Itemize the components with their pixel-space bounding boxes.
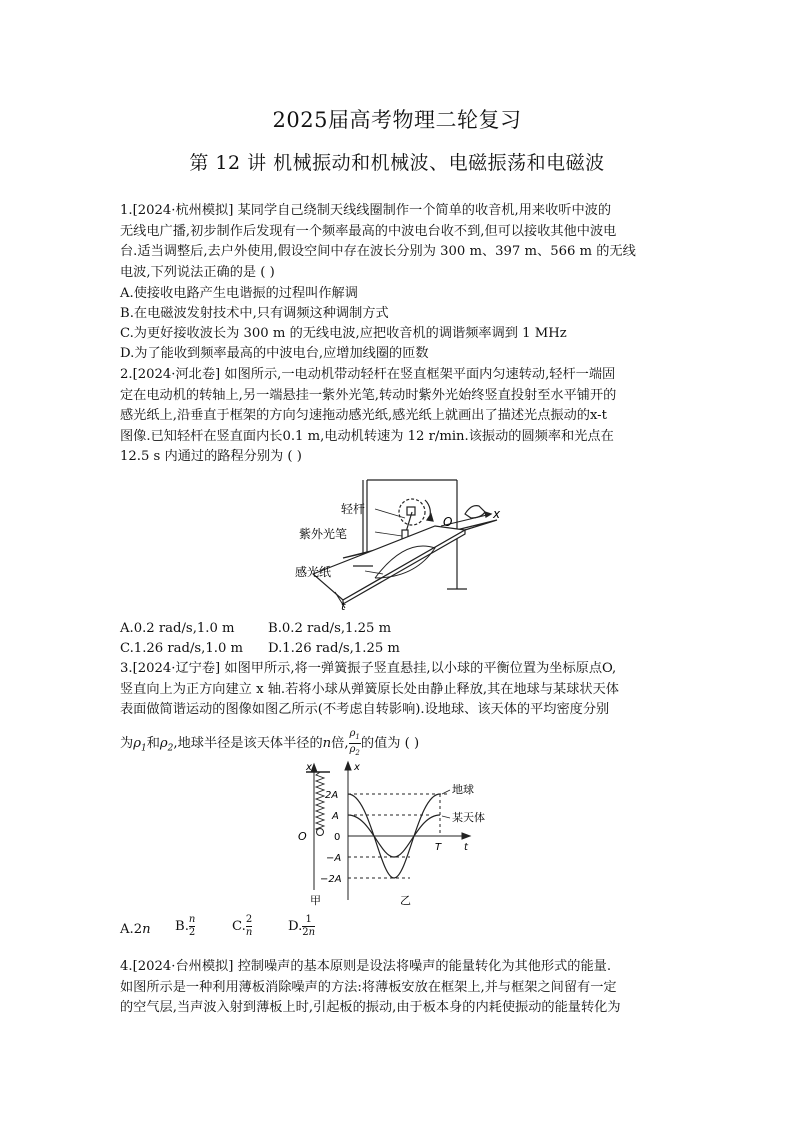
q4-line: 如图所示是一种利用薄板消除噪声的方法:将薄板安放在框架上,并与框架之间留有一定	[120, 979, 617, 995]
fig-yi-x-label: x	[354, 762, 360, 773]
q2-line: 图像.已知轻杆在竖直面内长0.1 m,电动机转速为 12 r/min.该振动的圆频率和光点在	[120, 428, 614, 444]
q1-line: 无线电广播,初步制作后发现有一个频率最高的中波电台收不到,但可以接收其他中波电	[120, 223, 617, 239]
q2-option-b: B.0.2 rad/s,1.25 m	[268, 621, 392, 636]
tick-neg-a: −A	[326, 853, 342, 864]
q1-line: 台.适当调整后,去户外使用,假设空间中存在波长分别为 300 m、397 m、566 m 的无线	[120, 244, 636, 259]
q3-line-4: 为$\rho_1$和$\rho_2$,地球半径是该天体半径的n倍, $\frac{\rho_1}{\rho_2}$ 的值为 ( )	[120, 728, 420, 757]
label-t-axis: t	[341, 600, 346, 613]
fig-jia-label: 甲	[310, 894, 321, 907]
tick-neg-2a: −2A	[320, 874, 342, 885]
tick-0: 0	[334, 832, 341, 843]
q2-option-a: A.0.2 rad/s,1.0 m	[120, 621, 235, 636]
document-title: 2025届高考物理二轮复习	[272, 108, 522, 132]
label-rod: 轻杆	[341, 502, 366, 516]
q3-option-d: D. $\frac{1}{2n}$	[288, 914, 316, 938]
tick-2a: 2A	[325, 790, 339, 801]
q4-line: 4.[2024·台州模拟] 控制噪声的基本原则是设法将噪声的能量转化为其他形式的能量.	[120, 959, 612, 974]
tick-t-period: T	[435, 842, 442, 853]
legend-earth: 地球	[452, 783, 474, 796]
rho-1: $\rho_1$	[133, 736, 147, 754]
q2-option-c: C.1.26 rad/s,1.0 m	[120, 641, 244, 656]
q3-option-c: C. $\frac{2}{n}$	[232, 914, 253, 938]
label-origin: O	[443, 515, 453, 529]
question-3-stem	[120, 659, 676, 721]
legend-body: 某天体	[452, 811, 485, 824]
label-paper: 感光纸	[295, 565, 332, 579]
fig-jia-origin: O	[298, 830, 307, 843]
question-4-stem	[120, 957, 676, 1019]
q2-line: 12.5 s 内通过的路程分别为 ( )	[120, 449, 302, 464]
q2-line: 感光纸上,沿垂直于框架的方向匀速拖动感光纸,感光纸上就画出了描述光点振动的x-t	[120, 408, 607, 423]
q1-option-b: B.在电磁波发射技术中,只有调频这种调制方式	[120, 306, 389, 321]
rho-2: $\rho_2$	[159, 736, 174, 754]
q4-line: 的空气层,当声波入射到薄板上时,引起板的振动,由于板本身的内耗使振动的能量转化为	[120, 1000, 621, 1015]
q3-line: 3.[2024·辽宁卷] 如图甲所示,将一弹簧振子竖直悬挂,以小球的平衡位置为坐标原点O,	[120, 661, 617, 676]
q1-option-d: D.为了能收到频率最高的中波电台,应增加线圈的匝数	[120, 346, 429, 361]
q2-line: 2.[2024·河北卷] 如图所示,一电动机带动轻杆在竖直框架平面内匀速转动,轻杆一端固	[120, 367, 616, 382]
label-pen: 紫外光笔	[299, 527, 348, 541]
q3-line: 竖直向上为正方向建立 x 轴.若将小球从弹簧原长处由静止释放,其在地球与某球状天体	[120, 681, 619, 697]
lecture-title: 第 12 讲 机械振动和机械波、电磁振荡和电磁波	[189, 152, 605, 174]
tick-a: A	[332, 811, 339, 822]
q1-line: 电波,下列说法正确的是 ( )	[120, 264, 275, 280]
q2-figure	[265, 474, 505, 614]
q3-line: 表面做简谐运动的图像如图乙所示(不考虑自转影响).设地球、该天体的平均密度分别	[120, 702, 610, 717]
label-x-axis: x	[493, 507, 501, 521]
q3-option-a: A.2n	[120, 922, 151, 937]
q1-line: 1.[2024·杭州模拟] 某同学自己绕制天线线圈制作一个简单的收音机,用来收听中波的	[120, 203, 612, 218]
q2-line: 定在电动机的转轴上,另一端悬挂一紫外光笔,转动时紫外光始终竖直投射至水平铺开的	[120, 387, 617, 403]
question-1-stem	[120, 201, 676, 283]
q3-option-b: B. $\frac{n}{2}$	[175, 914, 196, 938]
var-n: n	[322, 736, 332, 751]
fig-yi-label: 乙	[400, 894, 411, 907]
q1-option-c: C.为更好接收波长为 300 m 的无线电波,应把收音机的调谐频率调到 1 MHz	[120, 326, 567, 341]
fig-jia-x-label: x	[306, 762, 312, 773]
q2-option-d: D.1.26 rad/s,1.25 m	[268, 641, 400, 656]
q3-figure	[290, 760, 510, 910]
fig-yi-t-label: t	[464, 842, 468, 853]
question-2-stem	[120, 365, 676, 468]
fraction-rho: $\frac{\rho_1}{\rho_2}$	[349, 728, 360, 757]
q1-option-a: A.使接收电路产生电谐振的过程叫作解调	[120, 286, 358, 301]
